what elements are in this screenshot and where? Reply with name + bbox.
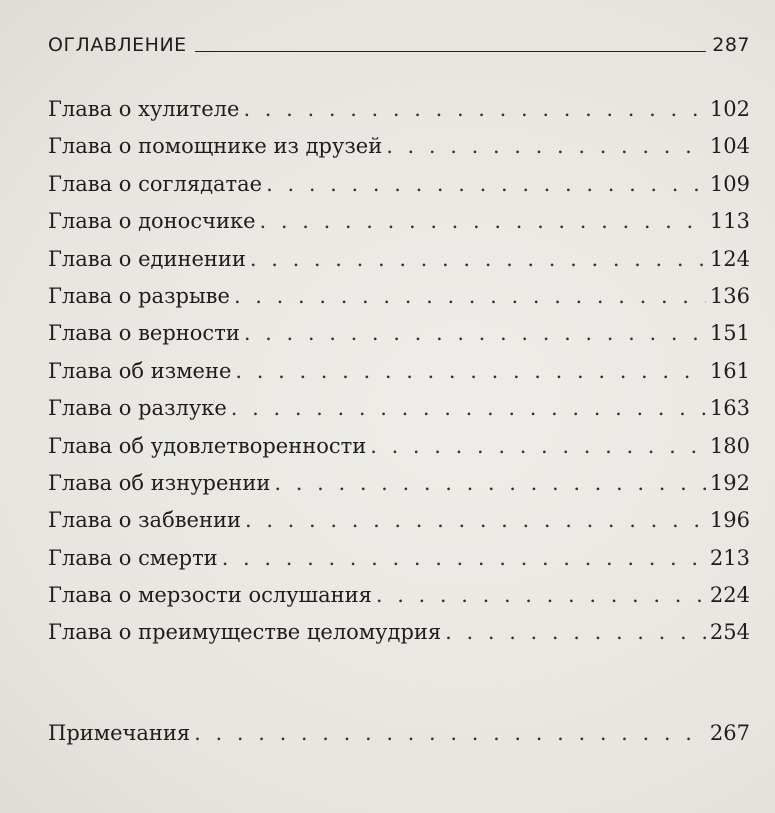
- dot-leader: [245, 505, 706, 535]
- toc-entry-page: 102: [709, 97, 750, 121]
- toc-entry: [48, 318, 750, 355]
- dot-leader: [266, 169, 706, 199]
- toc-entry: [48, 356, 750, 393]
- toc-entry-title: Примечания: [48, 721, 191, 745]
- toc-entry-page: 213: [709, 545, 750, 570]
- dot-leader: [386, 131, 706, 161]
- toc-entry-page: 196: [709, 508, 750, 533]
- toc-entry-page: 113: [709, 209, 750, 234]
- toc-entry-notes: [48, 718, 750, 755]
- toc-entry-title: Глава об изнурении: [48, 470, 271, 495]
- toc-entry: [48, 393, 750, 430]
- toc-entry: [48, 580, 750, 617]
- toc-entry: [48, 206, 750, 243]
- toc-entry-title: Глава о мерзости ослушания: [48, 583, 372, 608]
- toc-entry-page: 192: [709, 470, 750, 495]
- toc-entry-title: Глава о единении: [48, 246, 246, 271]
- dot-leader: [222, 543, 706, 573]
- toc-heading: ОГЛАВЛЕНИЕ: [48, 34, 187, 56]
- toc-entry-page: 163: [709, 396, 750, 421]
- toc-entry-page: 254: [709, 620, 750, 645]
- toc-entry-title: Глава об измене: [48, 358, 232, 383]
- dot-leader: [376, 580, 706, 610]
- toc-entry: [48, 94, 750, 131]
- dot-leader: [260, 206, 706, 236]
- toc-entry-title: Глава о разрыве: [48, 283, 230, 308]
- toc-entry-page: 180: [709, 433, 750, 458]
- toc-entry-page: 224: [709, 583, 750, 608]
- toc-entry: [48, 431, 750, 468]
- toc-entry-page: 136: [709, 283, 750, 308]
- toc-entry-title: Глава о помощнике из друзей: [48, 134, 383, 159]
- toc-entry: [48, 505, 750, 542]
- toc-entry-title: Глава о смерти: [48, 545, 218, 570]
- dot-leader: [231, 393, 706, 423]
- toc-entry-page: 109: [709, 171, 750, 196]
- toc-notes-section: [48, 718, 750, 755]
- header-page-number: 287: [712, 34, 750, 56]
- toc-entry-title: Глава о преимуществе целомудрия: [48, 620, 442, 645]
- toc-entry-title: Глава о хулителе: [48, 97, 240, 121]
- toc-entry-page: 124: [709, 246, 750, 271]
- toc-entry-title: Глава о забвении: [48, 508, 241, 533]
- dot-leader: [370, 431, 706, 461]
- toc-entry-page: 104: [709, 134, 750, 159]
- toc-entry-title: Глава о верности: [48, 321, 240, 346]
- toc-entry: [48, 617, 750, 654]
- toc-entry-title: Глава о соглядатае: [48, 171, 263, 196]
- toc-entry: [48, 281, 750, 318]
- dot-leader: [243, 94, 705, 124]
- dot-leader: [244, 318, 706, 348]
- toc-entry: [48, 468, 750, 505]
- dot-leader: [194, 718, 706, 748]
- dot-leader: [274, 468, 705, 498]
- dot-leader: [445, 617, 706, 647]
- toc-list: [48, 94, 750, 655]
- dot-leader: [250, 244, 706, 274]
- dot-leader: [235, 356, 706, 386]
- toc-entry-title: Глава об удовлетворенности: [48, 433, 367, 458]
- header-rule: [195, 51, 707, 52]
- toc-entry-title: Глава о разлуке: [48, 396, 227, 421]
- toc-entry-page: 267: [709, 721, 750, 745]
- toc-entry: [48, 244, 750, 281]
- toc-entry: [48, 131, 750, 168]
- toc-entry: [48, 543, 750, 580]
- toc-entry-page: 151: [709, 321, 750, 346]
- toc-header: [48, 34, 750, 56]
- dot-leader: [234, 281, 706, 311]
- toc-entry-title: Глава о доносчике: [48, 209, 256, 234]
- toc-entry: [48, 169, 750, 206]
- toc-entry-page: 161: [709, 358, 750, 383]
